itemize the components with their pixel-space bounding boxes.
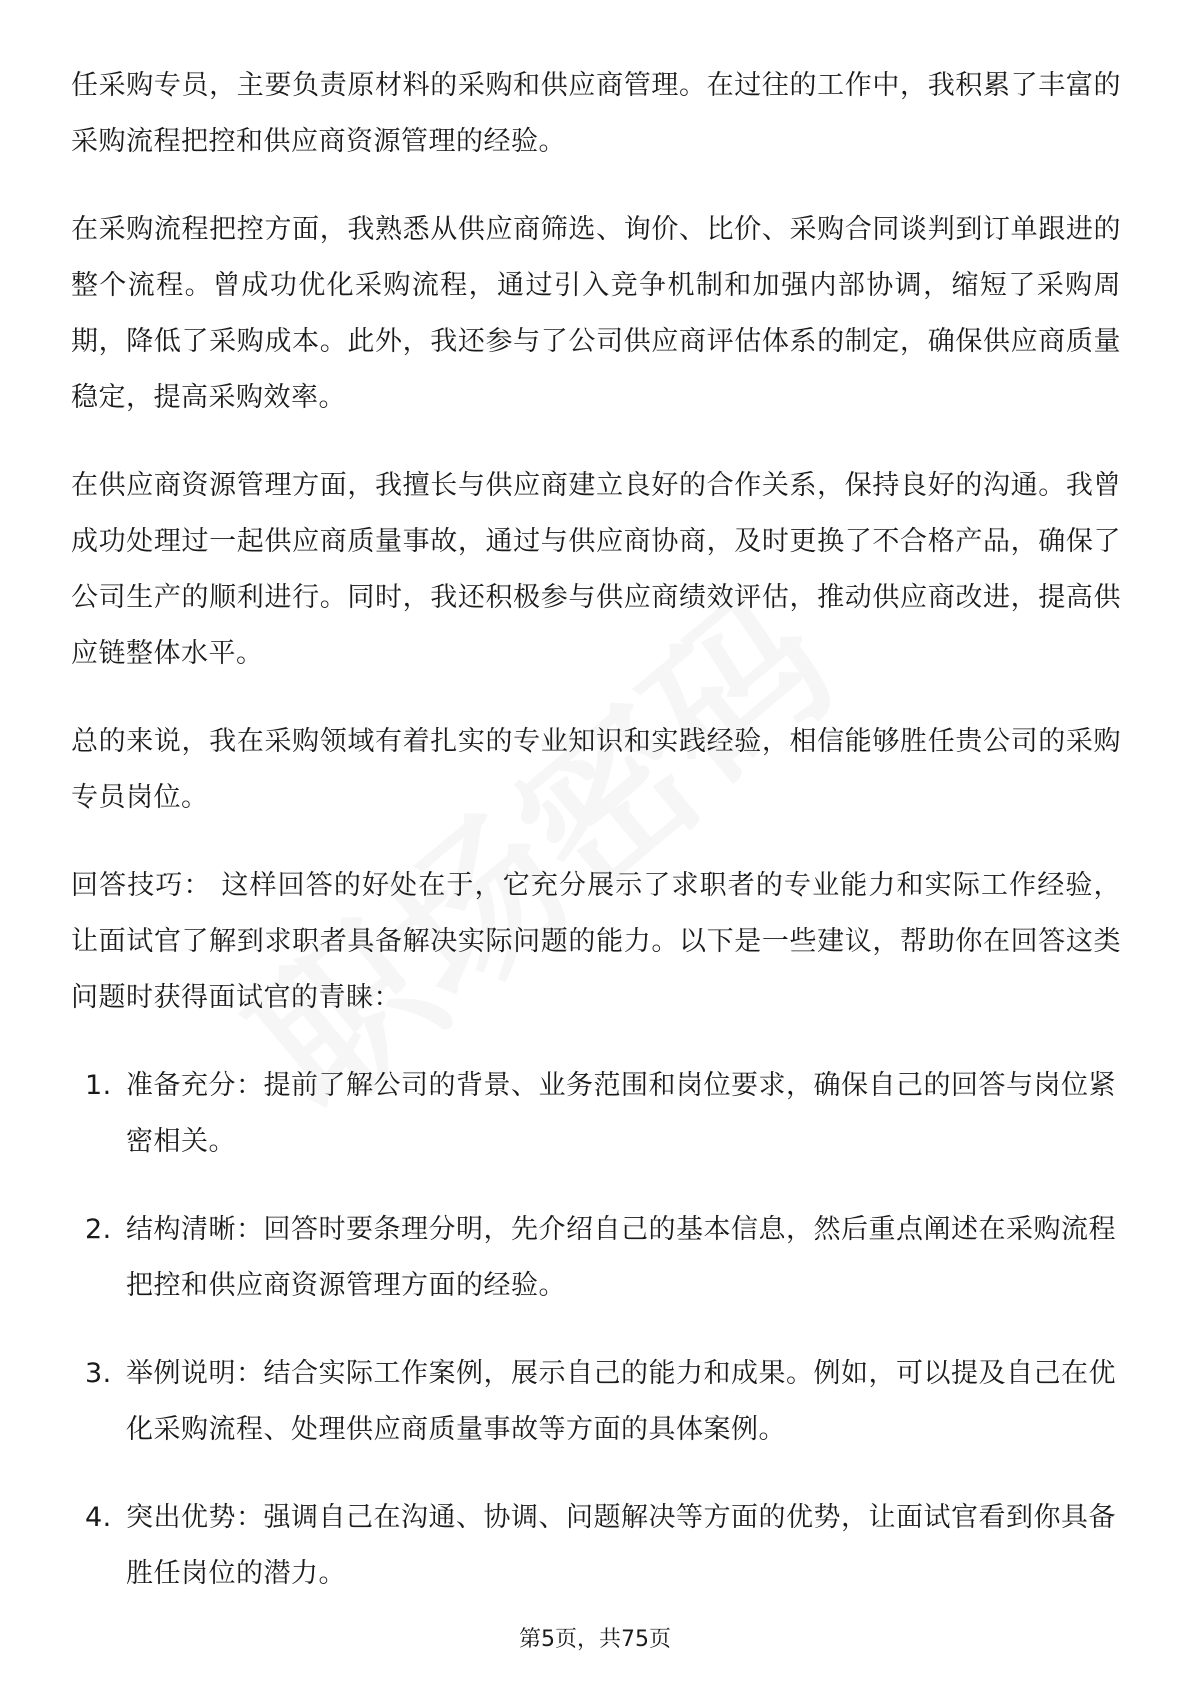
page-number-footer: 第5页，共75页 [519,1627,671,1652]
list-item [71,1202,1121,1314]
list-number: 4. [85,1502,112,1533]
page-content [71,58,1121,1634]
list-item-text: 结构清晰：回答时要条理分明，先介绍自己的基本信息，然后重点阐述在采购流程把控和供应商资源管理方面的经验。 [126,1214,1116,1301]
paragraph-answer-tips: 回答技巧： 这样回答的好处在于，它充分展示了求职者的专业能力和实际工作经验，让面试官了解到求职者具备解决实际问题的能力。以下是一些建议，帮助你在回答这类问题时获得面试官的青睐： [71,870,1121,1013]
list-number: 1. [85,1070,112,1101]
paragraph-supplier-management: 在供应商资源管理方面，我擅长与供应商建立良好的合作关系，保持良好的沟通。我曾成功处理过一起供应商质量事故，通过与供应商协商，及时更换了不合格产品，确保了公司生产的顺利进行。同时，我还积极参与供应商绩效评估，推动供应商改进，提高供应链整体水平。 [71,470,1121,669]
paragraph-intro: 任采购专员，主要负责原材料的采购和供应商管理。在过往的工作中，我积累了丰富的采购流程把控和供应商资源管理的经验。 [71,70,1121,157]
list-item-text: 举例说明：结合实际工作案例，展示自己的能力和成果。例如，可以提及自己在优化采购流程、处理供应商质量事故等方面的具体案例。 [126,1358,1116,1445]
list-item-text: 突出优势：强调自己在沟通、协调、问题解决等方面的优势，让面试官看到你具备胜任岗位的潜力。 [126,1502,1116,1589]
list-item [71,1490,1121,1602]
list-item-text: 准备充分：提前了解公司的背景、业务范围和岗位要求，确保自己的回答与岗位紧密相关。 [126,1070,1116,1157]
paragraph-summary: 总的来说，我在采购领域有着扎实的专业知识和实践经验，相信能够胜任贵公司的采购专员岗位。 [71,726,1121,813]
list-number: 2. [85,1214,112,1245]
tips-list [71,1058,1121,1602]
list-item [71,1346,1121,1458]
list-number: 3. [85,1358,112,1389]
paragraph-process-control: 在采购流程把控方面，我熟悉从供应商筛选、询价、比价、采购合同谈判到订单跟进的整个流程。曾成功优化采购流程，通过引入竞争机制和加强内部协调，缩短了采购周期，降低了采购成本。此外，我还参与了公司供应商评估体系的制定，确保供应商质量稳定，提高采购效率。 [71,214,1121,413]
list-item [71,1058,1121,1170]
